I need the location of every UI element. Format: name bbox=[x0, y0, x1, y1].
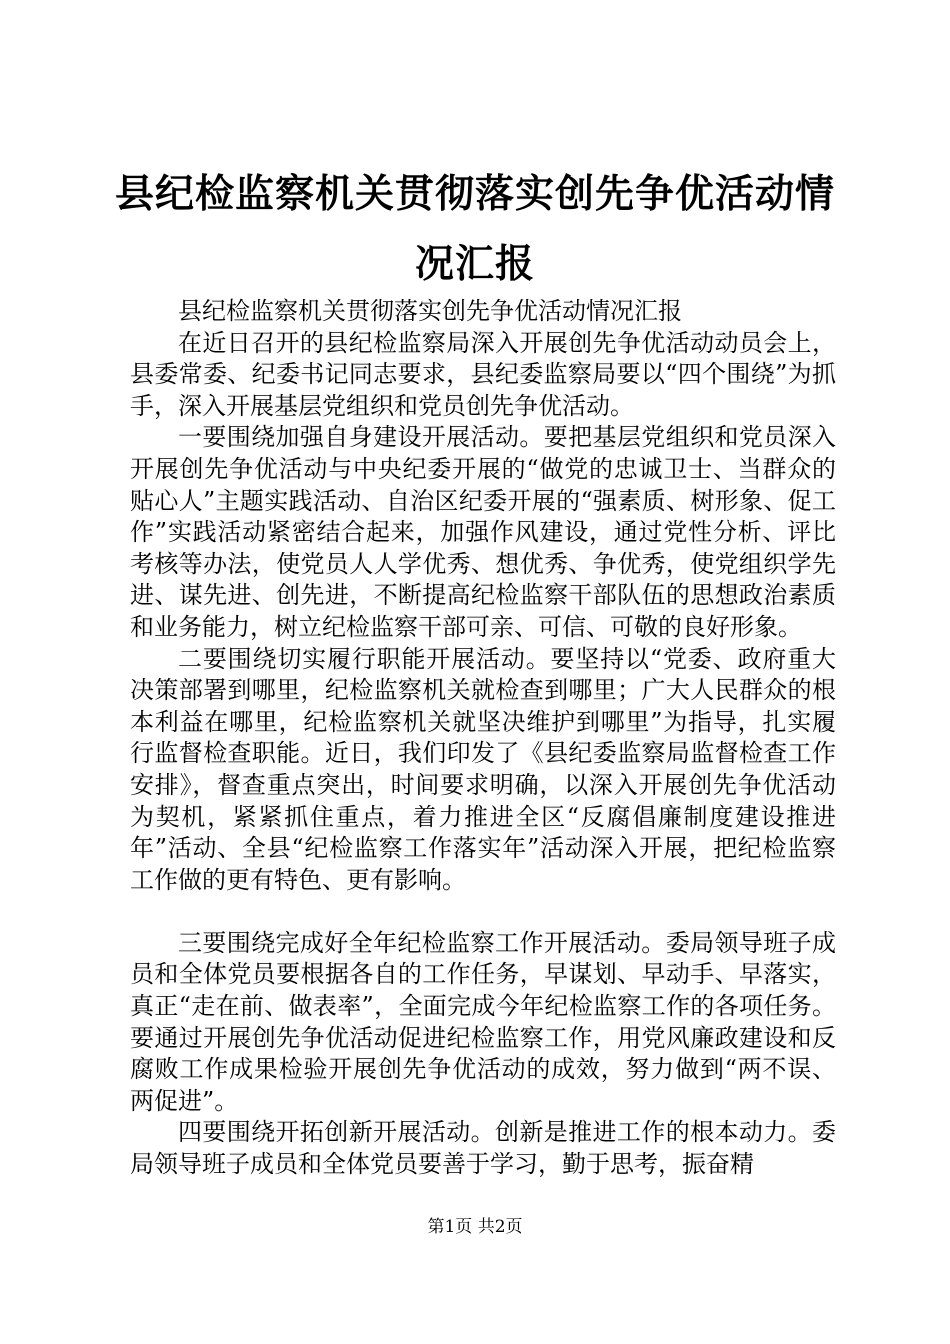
paragraph-heading: 县纪检监察机关贯彻落实创先争优活动情况汇报 bbox=[178, 297, 682, 325]
paragraph-point-four: 四要围绕开拓创新开展活动。创新是推进工作的根本动力。委局领导班子成员和全体党员要善于学习，勤于思考，振奋精 bbox=[130, 1118, 836, 1179]
document-title: 县纪检监察机关贯彻落实创先争优活动情况汇报 bbox=[114, 172, 835, 287]
paragraph-point-two: 二要围绕切实履行职能开展活动。要坚持以“党委、政府重大决策部署到哪里，纪检监察机关就检查到哪里；广大人民群众的根本利益在哪里，纪检监察机关就坚决维护到哪里”为指导，扎实履行监督检查职能。近日，我们印发了《县纪委监察局监督检查工作安排》，督查重点突出，时间要求明确，以深入开展创先争优活动为契机，紧紧抓住重点，着力推进全区“反腐倡廉制度建设推进年”活动、全县“纪检监察工作落实年”活动深入开展，把纪检监察工作做的更有特色、更有影响。 bbox=[130, 644, 836, 894]
page-footer: 第1页 共2页 bbox=[427, 1217, 523, 1237]
paragraph-point-one: 一要围绕加强自身建设开展活动。要把基层党组织和党员深入开展创先争优活动与中央纪委开展的“做党的忠诚卫士、当群众的贴心人”主题实践活动、自治区纪委开展的“强素质、树形象、促工作”实践活动紧密结合起来，加强作风建设，通过党性分析、评比考核等办法，使党员人人学优秀、想优秀、争优秀，使党组织学先进、谋先进、创先进，不断提高纪检监察干部队伍的思想政治素质和业务能力，树立纪检监察干部可亲、可信、可敬的良好形象。 bbox=[130, 423, 836, 641]
document-body bbox=[130, 296, 836, 1181]
paragraph-point-three: 三要围绕完成好全年纪检监察工作开展活动。委局领导班子成员和全体党员要根据各自的工作任务，早谋划、早动手、早落实，真正“走在前、做表率”，全面完成今年纪检监察工作的各项任务。要通过开展创先争优活动促进纪检监察工作，用党风廉政建设和反腐败工作成果检验开展创先争优活动的成效，努力做到“两不误、两促进”。 bbox=[130, 928, 836, 1115]
paragraph-intro: 在近日召开的县纪检监察局深入开展创先争优活动动员会上，县委常委、纪委书记同志要求，县纪委监察局要以“四个围绕”为抓手，深入开展基层党组织和党员创先争优活动。 bbox=[130, 328, 836, 420]
